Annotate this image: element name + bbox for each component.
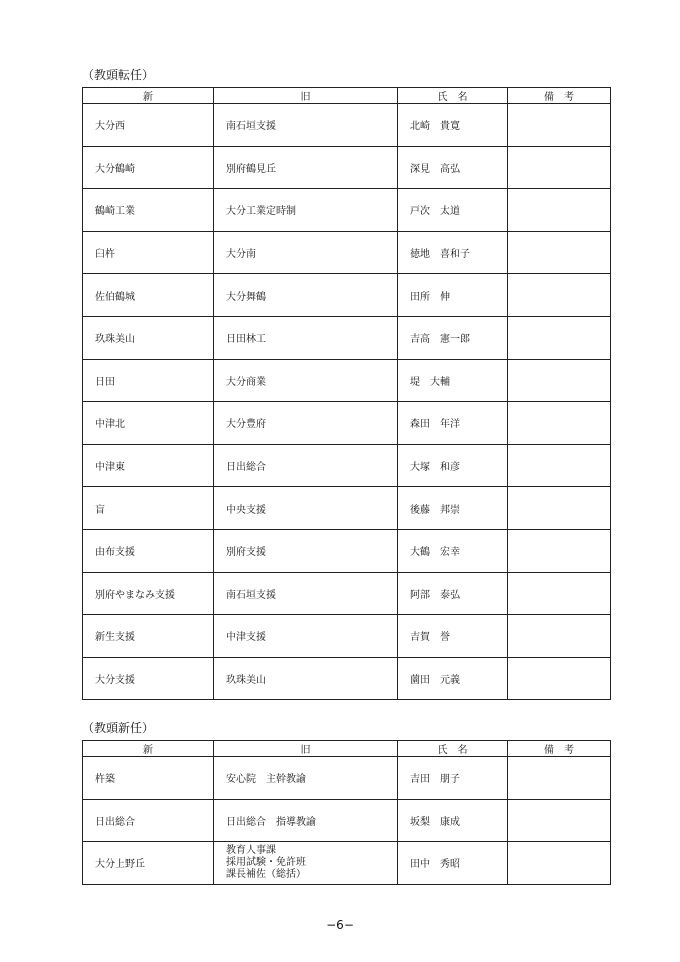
table-row xyxy=(83,402,611,445)
cell-old: 中津支援 xyxy=(214,615,398,658)
cell-old: 大分商業 xyxy=(214,359,398,402)
transfer-table xyxy=(82,87,611,700)
table-row xyxy=(83,572,611,615)
table-row xyxy=(83,359,611,402)
cell-old: 中央支援 xyxy=(214,487,398,530)
cell-new: 日田 xyxy=(83,359,214,402)
cell-name: 堤 大輔 xyxy=(398,359,508,402)
cell-remarks xyxy=(508,104,611,147)
cell-old: 日出総合 指導教諭 xyxy=(214,799,398,842)
cell-name: 坂梨 康成 xyxy=(398,799,508,842)
cell-name: 田中 秀昭 xyxy=(398,842,508,885)
cell-old: 別府支援 xyxy=(214,529,398,572)
cell-remarks xyxy=(508,359,611,402)
table-row xyxy=(83,231,611,274)
cell-remarks xyxy=(508,529,611,572)
cell-name: 大塚 和彦 xyxy=(398,444,508,487)
cell-name: 阿部 泰弘 xyxy=(398,572,508,615)
cell-old: 南石垣支援 xyxy=(214,104,398,147)
cell-new: 臼杵 xyxy=(83,231,214,274)
table-row xyxy=(83,842,611,885)
new-appointment-table xyxy=(82,740,611,885)
cell-remarks xyxy=(508,316,611,359)
cell-remarks xyxy=(508,757,611,800)
cell-new: 中津北 xyxy=(83,402,214,445)
cell-remarks xyxy=(508,231,611,274)
cell-name: 吉田 朋子 xyxy=(398,757,508,800)
cell-name: 田所 伸 xyxy=(398,274,508,317)
cell-remarks xyxy=(508,444,611,487)
column-header-name: 氏 名 xyxy=(398,741,508,757)
cell-old-line: 採用試験・免許班 xyxy=(226,856,306,868)
cell-old: 大分工業定時制 xyxy=(214,189,398,232)
table-row xyxy=(83,615,611,658)
table-header-row xyxy=(83,741,611,757)
section-title-transfer: （教頭転任） xyxy=(82,68,155,82)
cell-remarks xyxy=(508,146,611,189)
cell-new: 大分西 xyxy=(83,104,214,147)
column-header-old: 旧 xyxy=(214,88,398,104)
cell-name: 戸次 太道 xyxy=(398,189,508,232)
cell-remarks xyxy=(508,402,611,445)
cell-remarks xyxy=(508,799,611,842)
cell-old-line: 課長補佐（総括） xyxy=(226,868,306,880)
cell-old: 大分舞鶴 xyxy=(214,274,398,317)
table-row xyxy=(83,146,611,189)
cell-remarks xyxy=(508,572,611,615)
cell-old: 大分南 xyxy=(214,231,398,274)
cell-remarks xyxy=(508,657,611,700)
cell-new: 盲 xyxy=(83,487,214,530)
cell-new: 杵築 xyxy=(83,757,214,800)
table-row xyxy=(83,757,611,800)
cell-name: 吉賀 誉 xyxy=(398,615,508,658)
cell-new: 大分上野丘 xyxy=(83,842,214,885)
cell-new: 玖珠美山 xyxy=(83,316,214,359)
cell-name: 徳地 喜和子 xyxy=(398,231,508,274)
table-row xyxy=(83,274,611,317)
table-row xyxy=(83,104,611,147)
cell-old: 別府鶴見丘 xyxy=(214,146,398,189)
cell-old xyxy=(214,842,398,885)
cell-name: 薗田 元義 xyxy=(398,657,508,700)
cell-new: 中津東 xyxy=(83,444,214,487)
cell-new: 新生支援 xyxy=(83,615,214,658)
column-header-new: 新 xyxy=(83,741,214,757)
cell-old: 安心院 主幹教諭 xyxy=(214,757,398,800)
cell-new: 大分鶴崎 xyxy=(83,146,214,189)
cell-old: 玖珠美山 xyxy=(214,657,398,700)
section-title-new-appointment: （教頭新任） xyxy=(82,721,155,735)
cell-name: 大鶴 宏幸 xyxy=(398,529,508,572)
cell-new: 別府やまなみ支援 xyxy=(83,572,214,615)
cell-name: 森田 年洋 xyxy=(398,402,508,445)
cell-name: 後藤 邦崇 xyxy=(398,487,508,530)
column-header-name: 氏 名 xyxy=(398,88,508,104)
cell-new: 日出総合 xyxy=(83,799,214,842)
cell-new: 鶴崎工業 xyxy=(83,189,214,232)
cell-remarks xyxy=(508,615,611,658)
table-header-row xyxy=(83,88,611,104)
cell-new: 大分支援 xyxy=(83,657,214,700)
column-header-old: 旧 xyxy=(214,741,398,757)
table-row xyxy=(83,657,611,700)
column-header-remarks: 備 考 xyxy=(508,88,611,104)
page-number: −6− xyxy=(326,918,354,932)
cell-new: 佐伯鶴城 xyxy=(83,274,214,317)
cell-remarks xyxy=(508,274,611,317)
cell-old-line: 教育人事課 xyxy=(226,844,276,856)
table-row xyxy=(83,189,611,232)
cell-remarks xyxy=(508,842,611,885)
cell-old: 大分豊府 xyxy=(214,402,398,445)
cell-old: 南石垣支援 xyxy=(214,572,398,615)
column-header-new: 新 xyxy=(83,88,214,104)
cell-name: 北崎 貴寛 xyxy=(398,104,508,147)
table-row xyxy=(83,316,611,359)
table-row xyxy=(83,487,611,530)
table-row xyxy=(83,529,611,572)
cell-new: 由布支援 xyxy=(83,529,214,572)
cell-name: 吉高 憲一郎 xyxy=(398,316,508,359)
cell-old: 日出総合 xyxy=(214,444,398,487)
cell-remarks xyxy=(508,487,611,530)
cell-old: 日田林工 xyxy=(214,316,398,359)
cell-name: 深見 高弘 xyxy=(398,146,508,189)
table-row xyxy=(83,444,611,487)
column-header-remarks: 備 考 xyxy=(508,741,611,757)
table-row xyxy=(83,799,611,842)
cell-remarks xyxy=(508,189,611,232)
